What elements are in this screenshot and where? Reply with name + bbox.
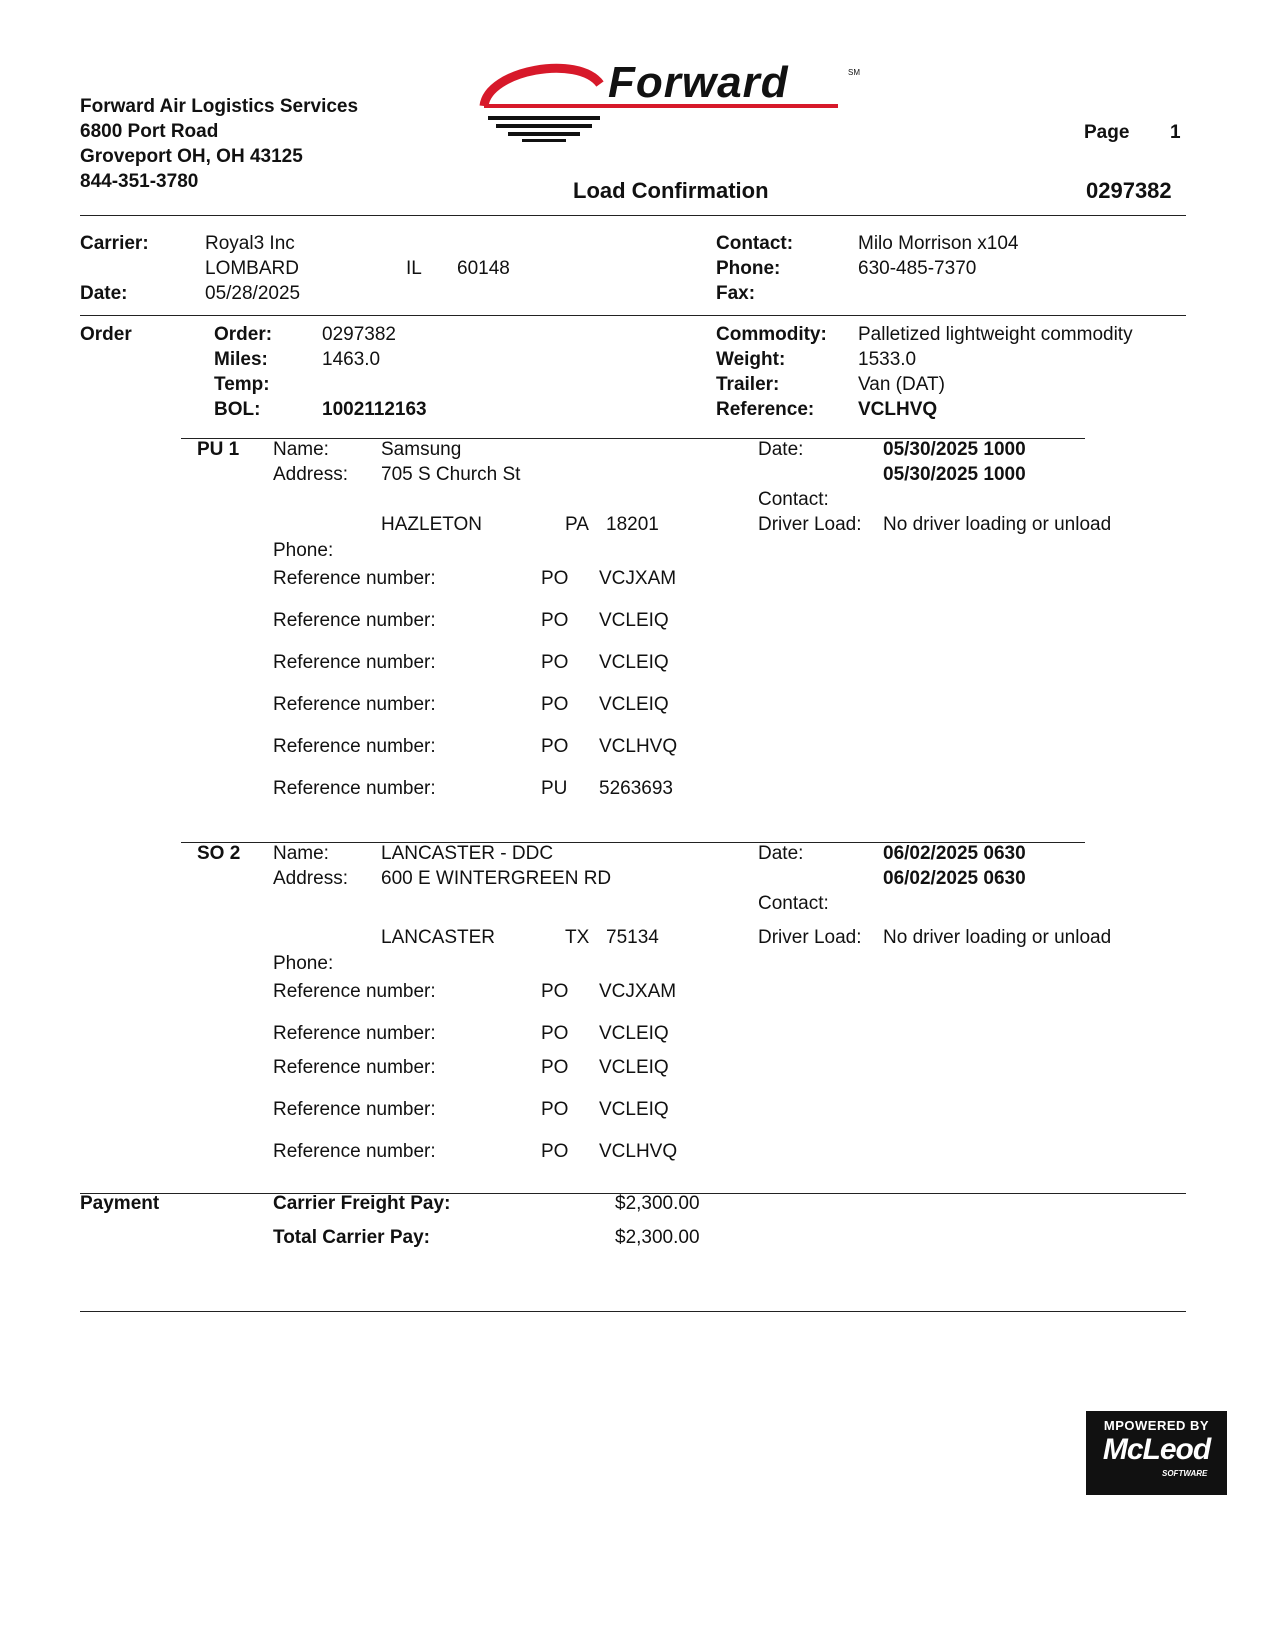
stop-code: PU 1	[197, 439, 240, 460]
stop-zip: 75134	[606, 927, 659, 948]
reference-number-label: Reference number:	[273, 610, 436, 631]
reference-value: 5263693	[599, 778, 673, 799]
reference-number-label: Reference number:	[273, 568, 436, 589]
bol-label: BOL:	[214, 399, 261, 420]
divider	[80, 315, 1186, 316]
company-address-line2: Groveport OH, OH 43125	[80, 146, 303, 167]
stop-driver-load-label: Driver Load:	[758, 514, 862, 535]
stop-date-label: Date:	[758, 439, 804, 460]
fax-label: Fax:	[716, 283, 756, 304]
reference-type: PO	[541, 981, 569, 1002]
order-section-label: Order	[80, 324, 132, 345]
reference-type: PO	[541, 1141, 569, 1162]
reference-value: VCLEIQ	[599, 610, 669, 631]
divider	[80, 1311, 1186, 1312]
reference-type: PO	[541, 568, 569, 589]
carrier-label: Carrier:	[80, 233, 149, 254]
bol-value: 1002112163	[322, 399, 427, 420]
reference-number-label: Reference number:	[273, 652, 436, 673]
reference-type: PO	[541, 1057, 569, 1078]
stop-phone-label: Phone:	[273, 953, 334, 974]
stop-date-late: 05/30/2025 1000	[883, 464, 1026, 485]
total-carrier-pay-label: Total Carrier Pay:	[273, 1227, 430, 1248]
stop-name-label: Name:	[273, 843, 329, 864]
temp-label: Temp:	[214, 374, 270, 395]
stop-driver-load-label: Driver Load:	[758, 927, 862, 948]
reference-value: VCJXAM	[599, 981, 677, 1002]
reference-type: PO	[541, 652, 569, 673]
stop-driver-load: No driver loading or unload	[883, 514, 1112, 535]
reference-type: PO	[541, 736, 569, 757]
badge-line3: SOFTWARE	[1162, 1469, 1208, 1478]
commodity-value: Palletized lightweight commodity	[858, 324, 1133, 345]
stop-state: TX	[565, 927, 590, 948]
reference-value: VCLEIQ	[599, 694, 669, 715]
reference-type: PU	[541, 778, 568, 799]
stop-name-label: Name:	[273, 439, 329, 460]
contact-value: Milo Morrison x104	[858, 233, 1019, 254]
carrier-state: IL	[406, 258, 422, 279]
order-number: 0297382	[322, 324, 396, 345]
order-label: Order:	[214, 324, 273, 345]
reference-number-label: Reference number:	[273, 736, 436, 757]
document-number: 0297382	[1086, 178, 1172, 203]
carrier-freight-pay: $2,300.00	[615, 1193, 700, 1214]
confirmation-date: 05/28/2025	[205, 283, 301, 304]
stop-date-early: 05/30/2025 1000	[883, 439, 1026, 460]
weight-label: Weight:	[716, 349, 786, 370]
divider	[80, 215, 1186, 216]
miles-value: 1463.0	[322, 349, 381, 370]
phone-value: 630-485-7370	[858, 258, 977, 279]
reference-number-label: Reference number:	[273, 694, 436, 715]
carrier-city: LOMBARD	[205, 258, 299, 279]
stop-address: 705 S Church St	[381, 464, 521, 485]
stop-address-label: Address:	[273, 868, 348, 889]
commodity-label: Commodity:	[716, 324, 827, 345]
trailer-label: Trailer:	[716, 374, 780, 395]
trailer-value: Van (DAT)	[858, 374, 945, 395]
carrier-freight-pay-label: Carrier Freight Pay:	[273, 1193, 451, 1214]
stop-city: LANCASTER	[381, 927, 496, 948]
stop-address: 600 E WINTERGREEN RD	[381, 868, 612, 889]
carrier-name: Royal3 Inc	[205, 233, 295, 254]
reference-label: Reference:	[716, 399, 815, 420]
reference-value: VCLHVQ	[599, 1141, 678, 1162]
page-number: 1	[1170, 122, 1181, 143]
stop-city: HAZLETON	[381, 514, 483, 535]
reference-value: VCLEIQ	[599, 1023, 669, 1044]
page-label: Page	[1084, 122, 1130, 143]
total-carrier-pay: $2,300.00	[615, 1227, 700, 1248]
company-name: Forward Air Logistics Services	[80, 96, 359, 117]
stop-zip: 18201	[606, 514, 659, 535]
date-label: Date:	[80, 283, 128, 304]
weight-value: 1533.0	[858, 349, 917, 370]
contact-label: Contact:	[716, 233, 794, 254]
reference-value: VCLEIQ	[599, 652, 669, 673]
stop-date-early: 06/02/2025 0630	[883, 843, 1026, 864]
reference-number-label: Reference number:	[273, 778, 436, 799]
badge-line1: MPOWERED BY	[1103, 1418, 1210, 1433]
forward-logo-text: Forward	[608, 58, 789, 107]
stop-address-label: Address:	[273, 464, 348, 485]
company-phone: 844-351-3780	[80, 171, 199, 192]
company-address-line1: 6800 Port Road	[80, 121, 219, 142]
stop-date-label: Date:	[758, 843, 804, 864]
stop-contact-label: Contact:	[758, 489, 829, 510]
payment-section-label: Payment	[80, 1193, 160, 1214]
reference-value: VCLHVQ	[858, 399, 938, 420]
reference-number-label: Reference number:	[273, 981, 436, 1002]
miles-label: Miles:	[214, 349, 268, 370]
reference-number-label: Reference number:	[273, 1023, 436, 1044]
stop-date-late: 06/02/2025 0630	[883, 868, 1026, 889]
reference-number-label: Reference number:	[273, 1141, 436, 1162]
forward-logo	[478, 58, 868, 144]
stop-code: SO 2	[197, 843, 241, 864]
logo-trademark: SM	[848, 68, 860, 77]
stop-state: PA	[565, 514, 589, 535]
reference-value: VCJXAM	[599, 568, 677, 589]
carrier-zip: 60148	[457, 258, 510, 279]
stop-name: Samsung	[381, 439, 462, 460]
reference-type: PO	[541, 1023, 569, 1044]
reference-number-label: Reference number:	[273, 1057, 436, 1078]
stop-driver-load: No driver loading or unload	[883, 927, 1112, 948]
reference-type: PO	[541, 610, 569, 631]
badge-line2: McLeod	[1102, 1433, 1211, 1466]
stop-contact-label: Contact:	[758, 893, 829, 914]
reference-number-label: Reference number:	[273, 1099, 436, 1120]
reference-value: VCLHVQ	[599, 736, 678, 757]
document-title: Load Confirmation	[573, 178, 769, 203]
stop-phone-label: Phone:	[273, 540, 334, 561]
reference-value: VCLEIQ	[599, 1057, 669, 1078]
reference-value: VCLEIQ	[599, 1099, 669, 1120]
mcleod-badge	[1086, 1411, 1227, 1495]
reference-type: PO	[541, 694, 569, 715]
phone-label: Phone:	[716, 258, 781, 279]
stop-name: LANCASTER - DDC	[381, 843, 554, 864]
reference-type: PO	[541, 1099, 569, 1120]
